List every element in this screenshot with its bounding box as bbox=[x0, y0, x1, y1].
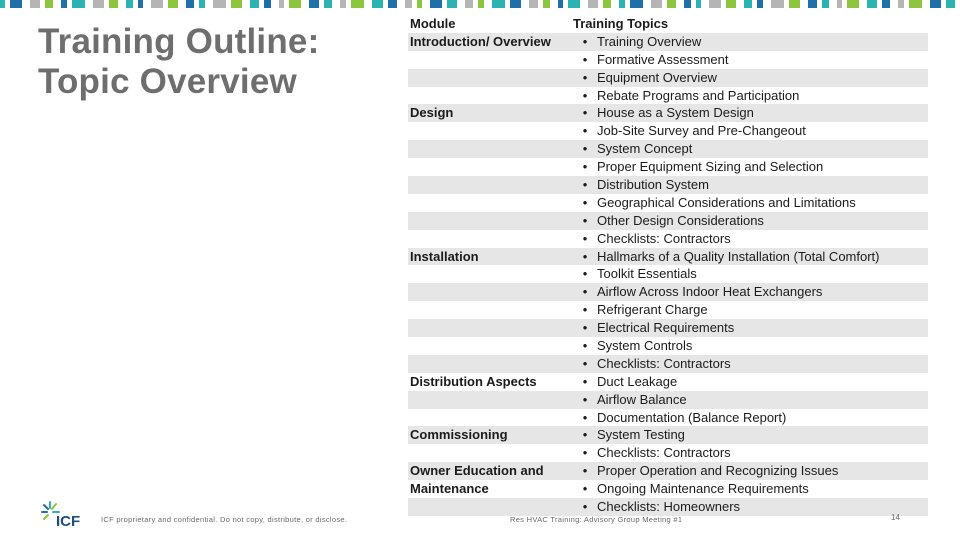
bullet: • bbox=[582, 159, 588, 175]
stripe-segment bbox=[279, 0, 284, 8]
module-cell: Design bbox=[410, 105, 454, 121]
table-row bbox=[408, 176, 928, 194]
training-topics-table bbox=[408, 15, 928, 516]
stripe-segment bbox=[351, 0, 364, 8]
table-row bbox=[408, 33, 928, 51]
stripe-segment bbox=[510, 0, 521, 8]
stripe-segment bbox=[417, 0, 422, 8]
stripe-segment bbox=[667, 0, 676, 8]
topic-cell: Hallmarks of a Quality Installation (Total Comfort) bbox=[597, 248, 880, 264]
table-header-row bbox=[408, 15, 928, 33]
confidential-notice: ICF proprietary and confidential. Do not copy, distribute, or disclose. bbox=[101, 515, 348, 524]
stripe-segment bbox=[492, 0, 505, 8]
table-row bbox=[408, 301, 928, 319]
header-training-topics: Training Topics bbox=[573, 16, 669, 31]
table-row bbox=[408, 265, 928, 283]
bullet: • bbox=[582, 230, 588, 246]
topic-cell: System Controls bbox=[597, 338, 693, 354]
stripe-segment bbox=[726, 0, 736, 8]
title-line-2: Topic Overview bbox=[38, 62, 297, 101]
icf-logo bbox=[40, 492, 88, 528]
module-cell bbox=[408, 51, 573, 69]
stripe-segment bbox=[168, 0, 178, 8]
stripe-segment bbox=[619, 0, 625, 8]
module-cell bbox=[408, 176, 573, 194]
stripe-segment bbox=[61, 0, 67, 8]
module-cell bbox=[408, 212, 573, 230]
table-row bbox=[408, 104, 928, 122]
stripe-segment bbox=[847, 0, 859, 8]
stripe-segment bbox=[388, 0, 397, 8]
stripe-segment bbox=[231, 0, 242, 8]
module-cell bbox=[408, 265, 573, 283]
topic-cell: Toolkit Essentials bbox=[597, 266, 697, 282]
header-module: Module bbox=[410, 16, 456, 31]
stripe-segment bbox=[529, 0, 538, 8]
bullet: • bbox=[582, 105, 588, 121]
topic-cell: Geographical Considerations and Limitations bbox=[597, 194, 856, 210]
module-cell bbox=[408, 444, 573, 462]
stripe-segment bbox=[138, 0, 143, 8]
topic-cell: Checklists: Contractors bbox=[597, 445, 731, 461]
table-row bbox=[408, 140, 928, 158]
table-row bbox=[408, 87, 928, 105]
title-line-1: Training Outline: bbox=[38, 22, 320, 61]
stripe-segment bbox=[264, 0, 271, 8]
module-cell: Distribution Aspects bbox=[410, 373, 537, 389]
stripe-segment bbox=[946, 0, 955, 8]
topic-cell: Other Design Considerations bbox=[597, 212, 764, 228]
bullet: • bbox=[582, 194, 588, 210]
module-cell bbox=[408, 301, 573, 319]
topic-cell: House as a System Design bbox=[597, 105, 754, 121]
stripe-segment bbox=[430, 0, 442, 8]
stripe-segment bbox=[151, 0, 163, 8]
stripe-segment bbox=[10, 0, 22, 8]
stripe-segment bbox=[867, 0, 877, 8]
stripe-segment bbox=[588, 0, 598, 8]
module-cell: Maintenance bbox=[410, 481, 489, 497]
stripe-segment bbox=[709, 0, 721, 8]
bullet: • bbox=[582, 445, 588, 461]
topic-cell: Ongoing Maintenance Requirements bbox=[597, 481, 809, 497]
stripe-segment bbox=[0, 0, 5, 8]
svg-text:ICF: ICF bbox=[56, 513, 81, 528]
decorative-top-stripe bbox=[0, 0, 960, 8]
bullet: • bbox=[582, 499, 588, 515]
stripe-segment bbox=[405, 0, 412, 8]
stripe-segment bbox=[603, 0, 611, 8]
stripe-segment bbox=[651, 0, 662, 8]
topic-cell: System Testing bbox=[597, 427, 685, 443]
module-cell: Introduction/ Overview bbox=[410, 33, 551, 49]
stripe-segment bbox=[930, 0, 941, 8]
bullet: • bbox=[582, 463, 588, 479]
table-row bbox=[408, 69, 928, 87]
module-cell bbox=[408, 391, 573, 409]
stripe-segment bbox=[757, 0, 763, 8]
stripe-segment bbox=[630, 0, 643, 8]
stripe-segment bbox=[250, 0, 259, 8]
topic-cell: Job-Site Survey and Pre-Changeout bbox=[597, 123, 806, 139]
stripe-segment bbox=[289, 0, 301, 8]
topic-cell: Distribution System bbox=[597, 177, 709, 193]
module-cell bbox=[408, 319, 573, 337]
module-cell bbox=[408, 283, 573, 301]
bullet: • bbox=[582, 248, 588, 264]
topic-cell: Checklists: Contractors bbox=[597, 355, 731, 371]
table-row bbox=[408, 122, 928, 140]
module-cell bbox=[408, 140, 573, 158]
bullet: • bbox=[582, 409, 588, 425]
stripe-segment bbox=[72, 0, 85, 8]
bullet: • bbox=[582, 373, 588, 389]
topic-cell: Equipment Overview bbox=[597, 69, 717, 85]
topic-cell: Documentation (Balance Report) bbox=[597, 409, 787, 425]
stripe-segment bbox=[309, 0, 319, 8]
stripe-segment bbox=[126, 0, 133, 8]
table-row bbox=[408, 283, 928, 301]
table-row bbox=[408, 391, 928, 409]
module-cell: Owner Education and bbox=[410, 463, 544, 479]
stripe-segment bbox=[543, 0, 550, 8]
topic-cell: Electrical Requirements bbox=[597, 320, 735, 336]
stripe-segment bbox=[465, 0, 473, 8]
stripe-segment bbox=[744, 0, 752, 8]
table-body bbox=[408, 33, 928, 516]
module-cell bbox=[408, 337, 573, 355]
bullet: • bbox=[582, 266, 588, 282]
stripe-segment bbox=[372, 0, 383, 8]
table-row bbox=[408, 462, 928, 480]
topic-cell: Training Overview bbox=[597, 33, 702, 49]
stripe-segment bbox=[696, 0, 701, 8]
meeting-footer: Res HVAC Training: Advisory Group Meeting #1 bbox=[510, 515, 683, 524]
stripe-segment bbox=[898, 0, 904, 8]
topic-cell: Formative Assessment bbox=[597, 51, 729, 67]
topic-cell: System Concept bbox=[597, 141, 693, 157]
stripe-segment bbox=[808, 0, 817, 8]
table-row bbox=[408, 409, 928, 427]
module-cell: Installation bbox=[410, 248, 479, 264]
stripe-segment bbox=[558, 0, 563, 8]
bullet: • bbox=[582, 33, 588, 49]
module-cell bbox=[408, 158, 573, 176]
bullet: • bbox=[582, 481, 588, 497]
stripe-segment bbox=[324, 0, 332, 8]
topic-cell: Proper Equipment Sizing and Selection bbox=[597, 159, 824, 175]
table-row bbox=[408, 319, 928, 337]
topic-cell: Airflow Balance bbox=[597, 391, 687, 407]
bullet: • bbox=[582, 302, 588, 318]
bullet: • bbox=[582, 177, 588, 193]
table-row bbox=[408, 444, 928, 462]
bullet: • bbox=[582, 391, 588, 407]
module-cell: Commissioning bbox=[410, 427, 508, 443]
stripe-segment bbox=[822, 0, 829, 8]
table-row bbox=[408, 498, 928, 516]
topic-cell: Checklists: Homeowners bbox=[597, 499, 741, 515]
stripe-segment bbox=[478, 0, 484, 8]
stripe-segment bbox=[909, 0, 922, 8]
table-row bbox=[408, 194, 928, 212]
table-row bbox=[408, 355, 928, 373]
bullet: • bbox=[582, 212, 588, 228]
bullet: • bbox=[582, 320, 588, 336]
stripe-segment bbox=[30, 0, 40, 8]
table-row bbox=[408, 248, 928, 266]
page-number: 14 bbox=[891, 513, 900, 522]
topic-cell: Proper Operation and Recognizing Issues bbox=[597, 463, 839, 479]
stripe-segment bbox=[837, 0, 842, 8]
module-cell bbox=[408, 122, 573, 140]
module-cell bbox=[408, 87, 573, 105]
table-row bbox=[408, 373, 928, 391]
table-row bbox=[408, 158, 928, 176]
table-row bbox=[408, 337, 928, 355]
stripe-segment bbox=[93, 0, 104, 8]
stripe-segment bbox=[447, 0, 457, 8]
bullet: • bbox=[582, 69, 588, 85]
bullet: • bbox=[582, 284, 588, 300]
bullet: • bbox=[582, 338, 588, 354]
module-cell bbox=[408, 69, 573, 87]
stripe-segment bbox=[213, 0, 226, 8]
stripe-segment bbox=[45, 0, 53, 8]
stripe-segment bbox=[186, 0, 194, 8]
bullet: • bbox=[582, 355, 588, 371]
slide-title bbox=[38, 22, 368, 102]
stripe-segment bbox=[789, 0, 800, 8]
bullet: • bbox=[582, 427, 588, 443]
stripe-segment bbox=[199, 0, 205, 8]
topic-cell: Duct Leakage bbox=[597, 373, 678, 389]
topic-cell: Airflow Across Indoor Heat Exchangers bbox=[597, 284, 823, 300]
stripe-segment bbox=[568, 0, 580, 8]
topic-cell: Rebate Programs and Participation bbox=[597, 87, 800, 103]
stripe-segment bbox=[771, 0, 784, 8]
table-row bbox=[408, 212, 928, 230]
topic-cell: Refrigerant Charge bbox=[597, 302, 708, 318]
bullet: • bbox=[582, 51, 588, 67]
module-cell bbox=[408, 194, 573, 212]
module-cell bbox=[408, 355, 573, 373]
stripe-segment bbox=[684, 0, 691, 8]
bullet: • bbox=[582, 123, 588, 139]
topic-cell: Checklists: Contractors bbox=[597, 230, 731, 246]
table-row bbox=[408, 51, 928, 69]
stripe-segment bbox=[882, 0, 890, 8]
bullet: • bbox=[582, 87, 588, 103]
module-cell bbox=[408, 409, 573, 427]
table-row bbox=[408, 426, 928, 444]
stripe-segment bbox=[340, 0, 346, 8]
table-row bbox=[408, 480, 928, 498]
module-cell bbox=[408, 230, 573, 248]
module-cell bbox=[408, 498, 573, 516]
table-row bbox=[408, 230, 928, 248]
stripe-segment bbox=[109, 0, 118, 8]
bullet: • bbox=[582, 141, 588, 157]
